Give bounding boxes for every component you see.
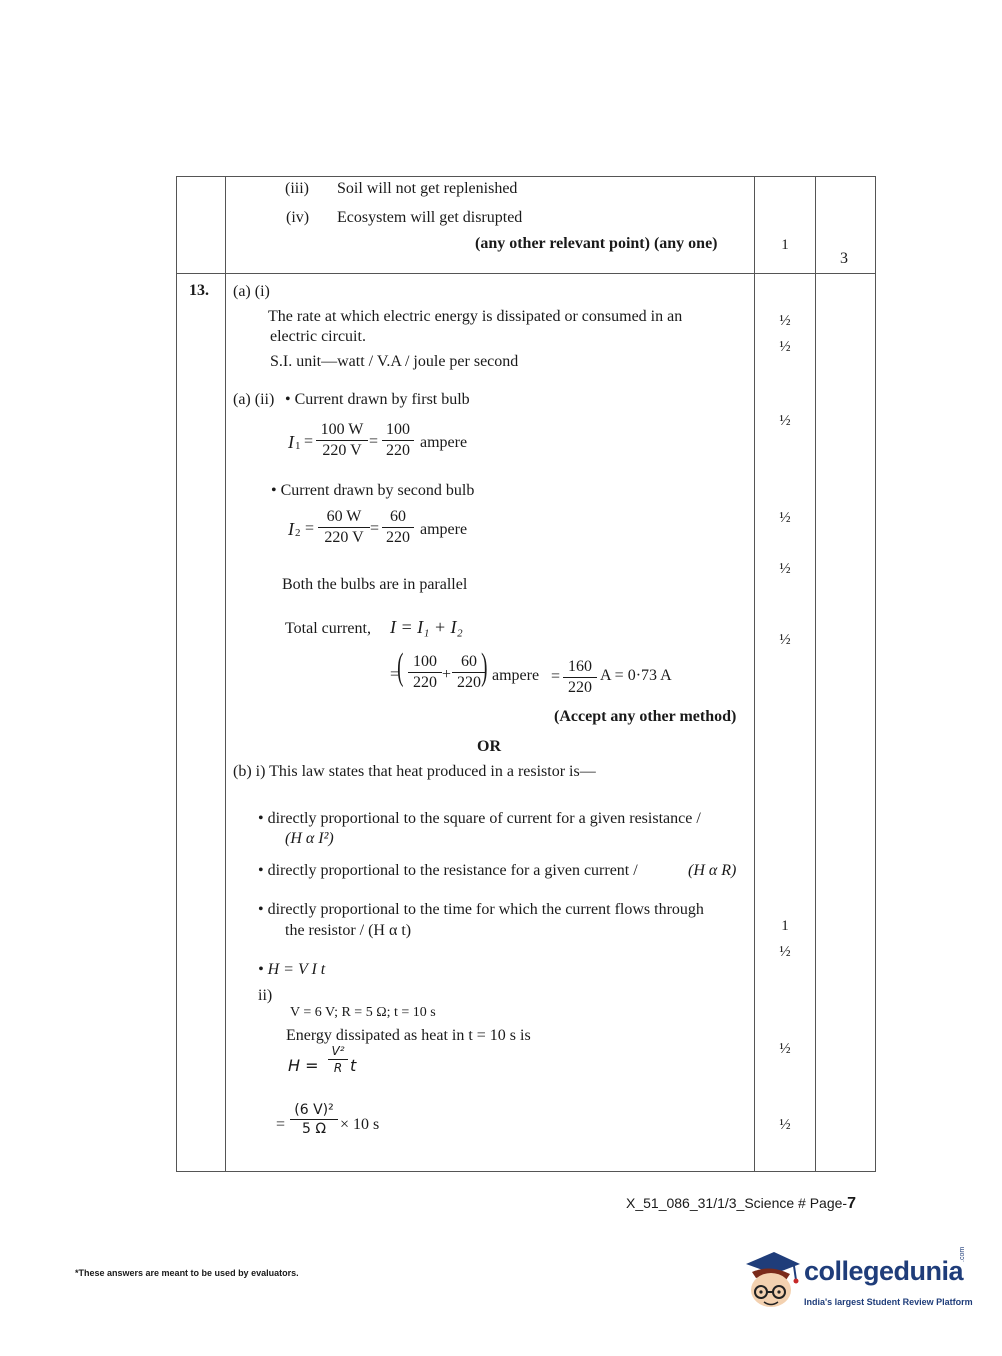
bullet-text: • Current drawn by first bulb: [285, 391, 470, 408]
fraction: 60 220: [452, 653, 486, 692]
fraction: (6 V)² 5 Ω: [290, 1102, 338, 1137]
table-top-border: [176, 176, 876, 177]
col-border-number: [225, 176, 226, 1172]
equals-sign: =: [390, 666, 400, 683]
plus-sign: +: [442, 666, 452, 683]
bullet-text: • Current drawn by second bulb: [271, 482, 475, 499]
fraction: 100 220: [408, 653, 442, 692]
col-border-marks: [754, 176, 755, 1172]
mark-value: ½: [779, 944, 791, 960]
or-separator: OR: [477, 738, 501, 755]
law-point: • directly proportional to the time for which the current flows through: [258, 901, 704, 918]
subscript: 1: [295, 440, 301, 452]
result-text: A = 0·73 A: [600, 667, 672, 684]
unit-text: ampere: [420, 434, 468, 451]
mark-value: ½: [779, 1041, 791, 1057]
heat-symbol: H =: [288, 1056, 319, 1075]
brand-suffix: .com: [959, 1246, 966, 1262]
current-symbol: I: [288, 519, 294, 539]
equals-sign: =: [276, 1116, 286, 1133]
time-symbol: t: [350, 1056, 357, 1075]
equals-sign: =: [305, 520, 315, 537]
total-current-label: Total current,: [285, 620, 371, 637]
part-label: (a) (ii): [233, 391, 275, 408]
time-multiplier: × 10 s: [340, 1116, 380, 1133]
mark-value: ½: [779, 632, 791, 648]
mascot-icon: [740, 1248, 802, 1316]
col-border-right: [875, 176, 876, 1172]
mark-value: ½: [779, 1117, 791, 1133]
equals-sign: =: [551, 668, 561, 685]
unit-text: ampere: [420, 521, 468, 538]
unit-text: ampere: [492, 667, 540, 684]
law-point: • directly proportional to the square of current for a given resistance /: [258, 810, 701, 827]
fraction: 60 220: [382, 508, 414, 547]
question-number: 13.: [189, 282, 209, 299]
mark-value: ½: [779, 313, 791, 329]
table-bottom-border: [176, 1171, 876, 1172]
mark-value: 1: [781, 918, 789, 934]
brand-name: collegedunia: [804, 1256, 964, 1286]
fraction: V² R: [328, 1044, 348, 1075]
parallel-statement: Both the bulbs are in parallel: [282, 576, 468, 593]
collegedunia-logo: [740, 1248, 975, 1320]
mark-value: ½: [779, 413, 791, 429]
point-text: Ecosystem will get disrupted: [337, 209, 523, 226]
method-note: (Accept any other method): [554, 708, 737, 725]
mark-value: ½: [779, 561, 791, 577]
law-point: the resistor / (H α t): [285, 922, 412, 939]
fraction: 160 220: [563, 658, 597, 697]
col-border-left: [176, 176, 177, 1172]
si-unit: S.I. unit—watt / V.A / joule per second: [270, 353, 519, 370]
law-formula: (H α I²): [285, 830, 334, 847]
point-number: (iii): [285, 180, 309, 197]
page-code: [626, 1195, 856, 1213]
law-point: • directly proportional to the resistance for a given current /: [258, 862, 638, 879]
row-divider: [176, 273, 876, 274]
part-label: ii): [258, 987, 273, 1004]
point-number: (iv): [286, 209, 310, 226]
total-current-formula: I = I₁ + I₂: [390, 617, 463, 637]
open-paren: (: [397, 646, 404, 688]
part-label: (a) (i): [233, 283, 270, 300]
total-marks: 3: [840, 250, 848, 267]
equals-sign: =: [304, 433, 314, 450]
point-text: Soil will not get replenished: [337, 180, 518, 197]
mark-value: ½: [779, 510, 791, 526]
fraction: 100 W 220 V: [316, 421, 368, 460]
col-border-total: [815, 176, 816, 1172]
subscript: 2: [295, 527, 301, 539]
brand-tagline: India's largest Student Review Platform: [804, 1297, 973, 1307]
evaluator-note: *These answers are meant to be used by evaluators.: [75, 1268, 299, 1278]
definition-line: electric circuit.: [270, 328, 366, 345]
page-number: 7: [847, 1195, 856, 1212]
marking-note: (any other relevant point) (any one): [475, 235, 718, 252]
law-formula: (H α R): [688, 862, 737, 879]
mark-value: ½: [779, 339, 791, 355]
fraction: 60 W 220 V: [318, 508, 370, 547]
heat-formula: • H = V I t: [258, 961, 326, 978]
current-symbol: I: [288, 432, 294, 452]
joule-law-intro: (b) i) This law states that heat produced in a resistor is—: [233, 763, 596, 780]
close-paren: ): [481, 646, 488, 688]
definition-line: The rate at which electric energy is dissipated or consumed in an: [268, 308, 683, 325]
given-values: V = 6 V; R = 5 Ω; t = 10 s: [290, 1005, 436, 1020]
page-code-text: X_51_086_31/1/3_Science # Page-: [626, 1195, 848, 1211]
equals-sign: =: [369, 433, 379, 450]
mark-value: 1: [781, 237, 789, 253]
equals-sign: =: [370, 520, 380, 537]
energy-statement: Energy dissipated as heat in t = 10 s is: [286, 1027, 531, 1044]
fraction: 100 220: [382, 421, 414, 460]
